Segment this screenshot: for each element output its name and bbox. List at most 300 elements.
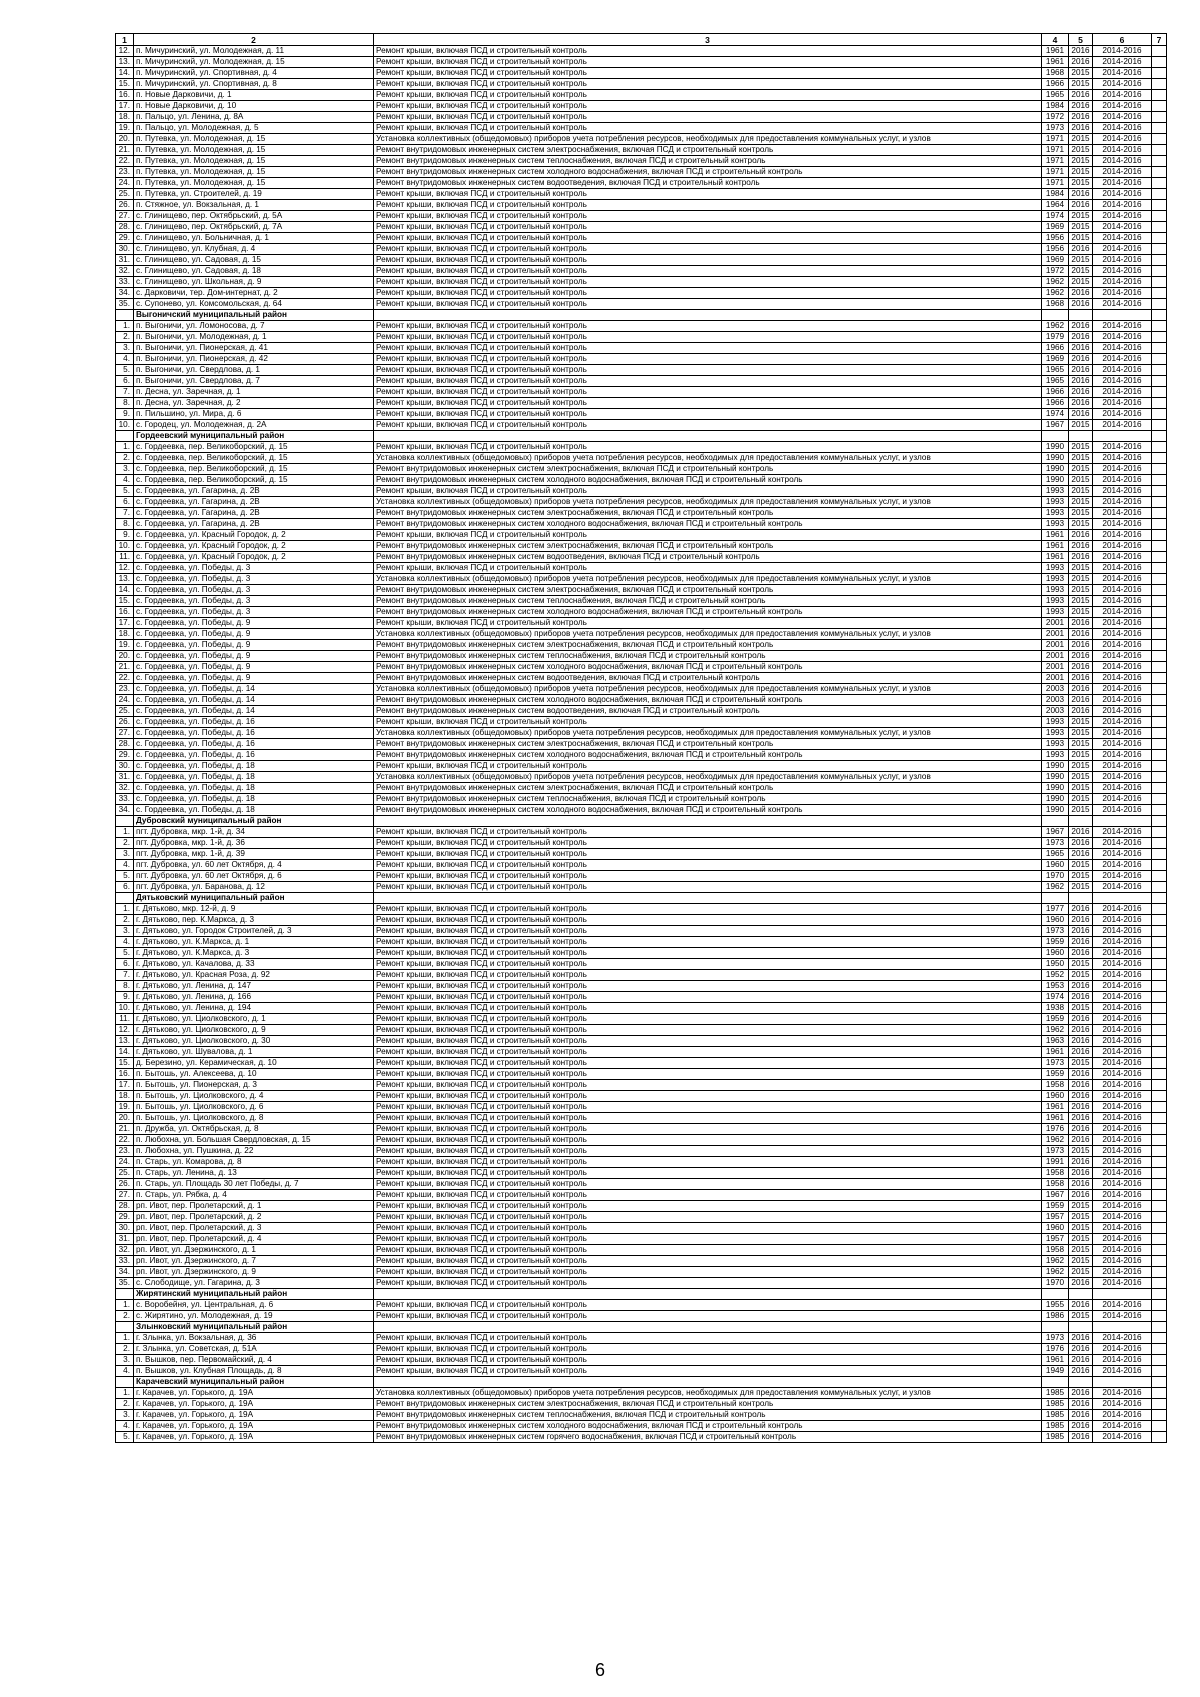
row-number: 24. xyxy=(116,178,134,189)
period: 2014-2016 xyxy=(1093,1146,1152,1157)
build-year: 1962 xyxy=(1042,882,1069,893)
district-section-row xyxy=(116,1377,1167,1388)
plan-year: 2015 xyxy=(1069,1058,1093,1069)
row-number: 33. xyxy=(116,794,134,805)
column-7-cell xyxy=(1152,673,1167,684)
build-year: 1976 xyxy=(1042,1344,1069,1355)
period: 2014-2016 xyxy=(1093,134,1152,145)
column-7-cell xyxy=(1152,706,1167,717)
row-number: 2. xyxy=(116,1311,134,1322)
work-type: Ремонт крыши, включая ПСД и строительный контроль xyxy=(374,970,1042,981)
row-number: 4. xyxy=(116,860,134,871)
address: с. Гордеевка, ул. Победы, д. 9 xyxy=(134,640,374,651)
plan-year: 2016 xyxy=(1069,1080,1093,1091)
period: 2014-2016 xyxy=(1093,871,1152,882)
table-row xyxy=(116,200,1167,211)
column-7-cell xyxy=(1152,255,1167,266)
work-type: Ремонт крыши, включая ПСД и строительный контроль xyxy=(374,266,1042,277)
table-row xyxy=(116,541,1167,552)
build-year: 1985 xyxy=(1042,1399,1069,1410)
plan-year: 2016 xyxy=(1069,354,1093,365)
work-type: Ремонт внутридомовых инженерных систем холодного водоснабжения, включая ПСД и строительный контроль xyxy=(374,475,1042,486)
build-year: 1991 xyxy=(1042,1157,1069,1168)
column-7-cell xyxy=(1152,387,1167,398)
table-row xyxy=(116,1311,1167,1322)
plan-year: 2015 xyxy=(1069,1212,1093,1223)
row-number: 7. xyxy=(116,970,134,981)
period: 2014-2016 xyxy=(1093,343,1152,354)
work-type: Установка коллективных (общедомовых) приборов учета потребления ресурсов, необходимых для предоставления коммунальных услуг, и узлов xyxy=(374,684,1042,695)
period: 2014-2016 xyxy=(1093,101,1152,112)
period: 2014-2016 xyxy=(1093,585,1152,596)
period: 2014-2016 xyxy=(1093,1168,1152,1179)
address: г. Карачев, ул. Горького, д. 19А xyxy=(134,1399,374,1410)
plan-year: 2015 xyxy=(1069,860,1093,871)
period: 2014-2016 xyxy=(1093,1399,1152,1410)
build-year: 2003 xyxy=(1042,706,1069,717)
address: г. Дятьково, ул. Циолковского, д. 30 xyxy=(134,1036,374,1047)
address: п. Вышков, пер. Первомайский, д. 4 xyxy=(134,1355,374,1366)
row-number: 30. xyxy=(116,761,134,772)
work-type: Ремонт крыши, включая ПСД и строительный контроль xyxy=(374,200,1042,211)
build-year: 1971 xyxy=(1042,145,1069,156)
column-7-cell xyxy=(1152,552,1167,563)
row-number: 3. xyxy=(116,849,134,860)
build-year: 1993 xyxy=(1042,596,1069,607)
build-year: 1993 xyxy=(1042,585,1069,596)
period: 2014-2016 xyxy=(1093,167,1152,178)
build-year: 1990 xyxy=(1042,453,1069,464)
address: с. Гордеевка, ул. Красный Городок, д. 2 xyxy=(134,530,374,541)
plan-year xyxy=(1069,1322,1093,1333)
address: рп. Ивот, ул. Дзержинского, д. 1 xyxy=(134,1245,374,1256)
column-7-cell xyxy=(1152,1366,1167,1377)
row-number: 1. xyxy=(116,1333,134,1344)
row-number: 4. xyxy=(116,1366,134,1377)
work-type: Ремонт крыши, включая ПСД и строительный контроль xyxy=(374,123,1042,134)
column-7-cell xyxy=(1152,288,1167,299)
plan-year: 2016 xyxy=(1069,1300,1093,1311)
table-row xyxy=(116,992,1167,1003)
address: с. Дарковичи, тер. Дом-интернат, д. 2 xyxy=(134,288,374,299)
row-number: 28. xyxy=(116,1201,134,1212)
period xyxy=(1093,310,1152,321)
column-7-cell xyxy=(1152,992,1167,1003)
build-year: 1970 xyxy=(1042,871,1069,882)
work-type: Ремонт внутридомовых инженерных систем водоотведения, включая ПСД и строительный контроль xyxy=(374,552,1042,563)
row-number xyxy=(116,1377,134,1388)
build-year: 1955 xyxy=(1042,1300,1069,1311)
plan-year: 2015 xyxy=(1069,442,1093,453)
row-number: 27. xyxy=(116,211,134,222)
table-row xyxy=(116,596,1167,607)
plan-year: 2015 xyxy=(1069,728,1093,739)
build-year: 1990 xyxy=(1042,442,1069,453)
period: 2014-2016 xyxy=(1093,1080,1152,1091)
period: 2014-2016 xyxy=(1093,970,1152,981)
build-year: 1993 xyxy=(1042,728,1069,739)
period: 2014-2016 xyxy=(1093,211,1152,222)
period: 2014-2016 xyxy=(1093,860,1152,871)
work-type: Ремонт внутридомовых инженерных систем холодного водоснабжения, включая ПСД и строительный контроль xyxy=(374,750,1042,761)
build-year: 1961 xyxy=(1042,57,1069,68)
build-year: 1972 xyxy=(1042,266,1069,277)
column-7-cell xyxy=(1152,431,1167,442)
period: 2014-2016 xyxy=(1093,365,1152,376)
row-number: 19. xyxy=(116,1102,134,1113)
row-number: 18. xyxy=(116,1091,134,1102)
row-number: 28. xyxy=(116,739,134,750)
plan-year: 2016 xyxy=(1069,673,1093,684)
row-number: 9. xyxy=(116,409,134,420)
period: 2014-2016 xyxy=(1093,46,1152,57)
period: 2014-2016 xyxy=(1093,574,1152,585)
plan-year: 2015 xyxy=(1069,233,1093,244)
column-7-cell xyxy=(1152,200,1167,211)
period: 2014-2016 xyxy=(1093,1069,1152,1080)
build-year: 1963 xyxy=(1042,1036,1069,1047)
column-7-cell xyxy=(1152,915,1167,926)
address: г. Карачев, ул. Горького, д. 19А xyxy=(134,1421,374,1432)
address: рп. Ивот, пер. Пролетарский, д. 3 xyxy=(134,1223,374,1234)
table-row xyxy=(116,717,1167,728)
plan-year: 2015 xyxy=(1069,1223,1093,1234)
plan-year xyxy=(1069,1377,1093,1388)
column-7-cell xyxy=(1152,1432,1167,1443)
work-type: Ремонт крыши, включая ПСД и строительный контроль xyxy=(374,1168,1042,1179)
work-type: Ремонт крыши, включая ПСД и строительный контроль xyxy=(374,420,1042,431)
table-row xyxy=(116,354,1167,365)
column-7-cell xyxy=(1152,882,1167,893)
period: 2014-2016 xyxy=(1093,1124,1152,1135)
column-header-row xyxy=(116,34,1167,46)
column-7-cell xyxy=(1152,739,1167,750)
column-7-cell xyxy=(1152,684,1167,695)
work-type: Ремонт крыши, включая ПСД и строительный контроль xyxy=(374,1080,1042,1091)
build-year: 1993 xyxy=(1042,486,1069,497)
row-number: 34. xyxy=(116,1267,134,1278)
plan-year: 2015 xyxy=(1069,805,1093,816)
plan-year: 2015 xyxy=(1069,255,1093,266)
row-number: 30. xyxy=(116,244,134,255)
table-row xyxy=(116,1135,1167,1146)
table-row xyxy=(116,376,1167,387)
table-row xyxy=(116,1014,1167,1025)
period: 2014-2016 xyxy=(1093,1333,1152,1344)
row-number: 2. xyxy=(116,1344,134,1355)
address: с. Гордеевка, ул. Победы, д. 18 xyxy=(134,772,374,783)
address: г. Дятьково, ул. Ленина, д. 166 xyxy=(134,992,374,1003)
column-7-cell xyxy=(1152,321,1167,332)
period: 2014-2016 xyxy=(1093,761,1152,772)
row-number: 6. xyxy=(116,882,134,893)
table-row xyxy=(116,563,1167,574)
period: 2014-2016 xyxy=(1093,717,1152,728)
build-year: 1967 xyxy=(1042,1190,1069,1201)
work-type: Ремонт крыши, включая ПСД и строительный контроль xyxy=(374,1179,1042,1190)
row-number: 24. xyxy=(116,1157,134,1168)
build-year: 1965 xyxy=(1042,90,1069,101)
period: 2014-2016 xyxy=(1093,992,1152,1003)
period: 2014-2016 xyxy=(1093,486,1152,497)
row-number: 20. xyxy=(116,134,134,145)
address: г. Карачев, ул. Горького, д. 19А xyxy=(134,1388,374,1399)
plan-year: 2016 xyxy=(1069,981,1093,992)
table-row xyxy=(116,1124,1167,1135)
plan-year: 2016 xyxy=(1069,1014,1093,1025)
row-number: 29. xyxy=(116,1212,134,1223)
work-type: Ремонт крыши, включая ПСД и строительный контроль xyxy=(374,1146,1042,1157)
table-row xyxy=(116,79,1167,90)
table-row xyxy=(116,365,1167,376)
row-number: 3. xyxy=(116,926,134,937)
period: 2014-2016 xyxy=(1093,68,1152,79)
column-7-cell xyxy=(1152,365,1167,376)
address: с. Гордеевка, ул. Победы, д. 18 xyxy=(134,783,374,794)
address: с. Гордеевка, ул. Победы, д. 9 xyxy=(134,618,374,629)
column-7-cell xyxy=(1152,1355,1167,1366)
work-type: Ремонт крыши, включая ПСД и строительный контроль xyxy=(374,343,1042,354)
build-year: 2001 xyxy=(1042,629,1069,640)
row-number: 31. xyxy=(116,1234,134,1245)
column-7-cell xyxy=(1152,464,1167,475)
row-number: 1. xyxy=(116,1300,134,1311)
period: 2014-2016 xyxy=(1093,123,1152,134)
plan-year: 2015 xyxy=(1069,475,1093,486)
column-7-cell xyxy=(1152,1102,1167,1113)
period xyxy=(1093,1289,1152,1300)
work-type: Ремонт крыши, включая ПСД и строительный контроль xyxy=(374,959,1042,970)
address: с. Гордеевка, пер. Великоборский, д. 15 xyxy=(134,442,374,453)
plan-year: 2015 xyxy=(1069,464,1093,475)
plan-year: 2016 xyxy=(1069,321,1093,332)
column-7-cell xyxy=(1152,585,1167,596)
build-year: 1969 xyxy=(1042,255,1069,266)
row-number: 5. xyxy=(116,486,134,497)
column-7-cell xyxy=(1152,607,1167,618)
plan-year: 2015 xyxy=(1069,519,1093,530)
table-row xyxy=(116,233,1167,244)
row-number: 20. xyxy=(116,651,134,662)
plan-year: 2016 xyxy=(1069,1157,1093,1168)
column-7-cell xyxy=(1152,1212,1167,1223)
build-year: 1958 xyxy=(1042,1245,1069,1256)
build-year: 1962 xyxy=(1042,321,1069,332)
column-7-cell xyxy=(1152,1399,1167,1410)
plan-year: 2016 xyxy=(1069,1135,1093,1146)
table-row xyxy=(116,1080,1167,1091)
row-number: 29. xyxy=(116,233,134,244)
address: п. Дружба, ул. Октябрьская, д. 8 xyxy=(134,1124,374,1135)
table-row xyxy=(116,1278,1167,1289)
row-number: 15. xyxy=(116,596,134,607)
row-number: 2. xyxy=(116,838,134,849)
plan-year: 2016 xyxy=(1069,1113,1093,1124)
plan-year: 2015 xyxy=(1069,156,1093,167)
address: с. Глинищево, ул. Школьная, д. 9 xyxy=(134,277,374,288)
table-row xyxy=(116,46,1167,57)
build-year: 1973 xyxy=(1042,926,1069,937)
work-type: Ремонт крыши, включая ПСД и строительный контроль xyxy=(374,849,1042,860)
row-number: 20. xyxy=(116,1113,134,1124)
build-year: 1993 xyxy=(1042,563,1069,574)
row-number: 17. xyxy=(116,618,134,629)
table-row xyxy=(116,651,1167,662)
table-row xyxy=(116,1190,1167,1201)
period: 2014-2016 xyxy=(1093,398,1152,409)
build-year: 2001 xyxy=(1042,673,1069,684)
period: 2014-2016 xyxy=(1093,299,1152,310)
column-7-cell xyxy=(1152,1025,1167,1036)
period: 2014-2016 xyxy=(1093,805,1152,816)
period xyxy=(1093,816,1152,827)
table-row xyxy=(116,101,1167,112)
plan-year: 2016 xyxy=(1069,926,1093,937)
work-type: Ремонт крыши, включая ПСД и строительный контроль xyxy=(374,321,1042,332)
plan-year xyxy=(1069,1289,1093,1300)
address: п. Старь, ул. Рябка, д. 4 xyxy=(134,1190,374,1201)
column-7-cell xyxy=(1152,398,1167,409)
work-type: Ремонт крыши, включая ПСД и строительный контроль xyxy=(374,1135,1042,1146)
row-number: 26. xyxy=(116,200,134,211)
address: с. Глинищево, пер. Октябрьский, д. 5А xyxy=(134,211,374,222)
work-type: Ремонт крыши, включая ПСД и строительный контроль xyxy=(374,1355,1042,1366)
build-year: 1970 xyxy=(1042,1278,1069,1289)
table-row xyxy=(116,937,1167,948)
column-7-cell xyxy=(1152,772,1167,783)
work-type: Ремонт крыши, включая ПСД и строительный контроль xyxy=(374,211,1042,222)
address: п. Путевка, ул. Молодежная, д. 15 xyxy=(134,167,374,178)
row-number: 5. xyxy=(116,871,134,882)
table-row xyxy=(116,838,1167,849)
address: с. Глинищево, пер. Октябрьский, д. 7А xyxy=(134,222,374,233)
row-number: 19. xyxy=(116,640,134,651)
row-number: 8. xyxy=(116,398,134,409)
period: 2014-2016 xyxy=(1093,695,1152,706)
table-row xyxy=(116,1168,1167,1179)
period: 2014-2016 xyxy=(1093,1388,1152,1399)
build-year: 1985 xyxy=(1042,1421,1069,1432)
work-type: Ремонт крыши, включая ПСД и строительный контроль xyxy=(374,68,1042,79)
work-type: Ремонт крыши, включая ПСД и строительный контроль xyxy=(374,288,1042,299)
plan-year: 2015 xyxy=(1069,585,1093,596)
address: г. Дятьково, ул. К.Маркса, д. 1 xyxy=(134,937,374,948)
row-number: 7. xyxy=(116,508,134,519)
table-row xyxy=(116,860,1167,871)
period: 2014-2016 xyxy=(1093,244,1152,255)
table-row xyxy=(116,112,1167,123)
period: 2014-2016 xyxy=(1093,156,1152,167)
row-number: 1. xyxy=(116,827,134,838)
row-number: 35. xyxy=(116,1278,134,1289)
plan-year: 2016 xyxy=(1069,948,1093,959)
row-number: 21. xyxy=(116,1124,134,1135)
plan-year: 2016 xyxy=(1069,343,1093,354)
column-7-cell xyxy=(1152,1069,1167,1080)
row-number: 32. xyxy=(116,783,134,794)
plan-year: 2016 xyxy=(1069,838,1093,849)
column-7-cell xyxy=(1152,211,1167,222)
plan-year: 2016 xyxy=(1069,1366,1093,1377)
column-7-cell xyxy=(1152,1124,1167,1135)
build-year: 1962 xyxy=(1042,277,1069,288)
build-year xyxy=(1042,1322,1069,1333)
column-7-cell xyxy=(1152,1179,1167,1190)
column-7-cell xyxy=(1152,1256,1167,1267)
work-type: Ремонт крыши, включая ПСД и строительный контроль xyxy=(374,1113,1042,1124)
plan-year: 2016 xyxy=(1069,1399,1093,1410)
period: 2014-2016 xyxy=(1093,827,1152,838)
row-number: 8. xyxy=(116,519,134,530)
build-year: 1973 xyxy=(1042,838,1069,849)
build-year: 1993 xyxy=(1042,750,1069,761)
period: 2014-2016 xyxy=(1093,1157,1152,1168)
work-type: Установка коллективных (общедомовых) приборов учета потребления ресурсов, необходимых для предоставления коммунальных услуг, и узлов xyxy=(374,1388,1042,1399)
address: п. Новые Дарковичи, д. 10 xyxy=(134,101,374,112)
period: 2014-2016 xyxy=(1093,200,1152,211)
address: с. Гордеевка, ул. Победы, д. 16 xyxy=(134,739,374,750)
table-row xyxy=(116,486,1167,497)
build-year: 2003 xyxy=(1042,684,1069,695)
work-type: Ремонт внутридомовых инженерных систем электроснабжения, включая ПСД и строительный контроль xyxy=(374,739,1042,750)
table-row xyxy=(116,1201,1167,1212)
build-year: 1984 xyxy=(1042,101,1069,112)
period: 2014-2016 xyxy=(1093,1212,1152,1223)
plan-year: 2016 xyxy=(1069,904,1093,915)
column-7-cell xyxy=(1152,651,1167,662)
plan-year: 2015 xyxy=(1069,1256,1093,1267)
address: с. Глинищево, ул. Больничная, д. 1 xyxy=(134,233,374,244)
build-year: 1967 xyxy=(1042,420,1069,431)
period: 2014-2016 xyxy=(1093,959,1152,970)
build-year: 1993 xyxy=(1042,519,1069,530)
address: с. Супонево, ул. Комсомольская, д. 64 xyxy=(134,299,374,310)
column-7-cell xyxy=(1152,1014,1167,1025)
plan-year: 2016 xyxy=(1069,541,1093,552)
period xyxy=(1093,893,1152,904)
row-number: 12. xyxy=(116,1025,134,1036)
table-row xyxy=(116,827,1167,838)
work-type: Ремонт внутридомовых инженерных систем холодного водоснабжения, включая ПСД и строительный контроль xyxy=(374,167,1042,178)
column-number-3: 3 xyxy=(374,34,1042,46)
build-year: 1990 xyxy=(1042,464,1069,475)
plan-year: 2015 xyxy=(1069,596,1093,607)
column-7-cell xyxy=(1152,1388,1167,1399)
work-type: Ремонт крыши, включая ПСД и строительный контроль xyxy=(374,299,1042,310)
district-section-row xyxy=(116,1289,1167,1300)
period: 2014-2016 xyxy=(1093,1256,1152,1267)
address: п. Стяжное, ул. Вокзальная, д. 1 xyxy=(134,200,374,211)
plan-year: 2016 xyxy=(1069,1091,1093,1102)
row-number: 25. xyxy=(116,706,134,717)
table-row xyxy=(116,750,1167,761)
plan-year: 2016 xyxy=(1069,299,1093,310)
build-year: 1990 xyxy=(1042,794,1069,805)
address: г. Дятьково, ул. Красная Роза, д. 92 xyxy=(134,970,374,981)
work-type: Ремонт крыши, включая ПСД и строительный контроль xyxy=(374,101,1042,112)
row-number: 1. xyxy=(116,321,134,332)
column-7-cell xyxy=(1152,596,1167,607)
build-year: 1990 xyxy=(1042,783,1069,794)
build-year: 1957 xyxy=(1042,1212,1069,1223)
build-year: 1986 xyxy=(1042,1311,1069,1322)
address: п. Выгоничи, ул. Ломоносова, д. 7 xyxy=(134,321,374,332)
table-row xyxy=(116,277,1167,288)
address: п. Мичуринский, ул. Молодежная, д. 15 xyxy=(134,57,374,68)
column-7-cell xyxy=(1152,343,1167,354)
address: п. Бытошь, ул. Алексеева, д. 10 xyxy=(134,1069,374,1080)
district-section-row xyxy=(116,431,1167,442)
